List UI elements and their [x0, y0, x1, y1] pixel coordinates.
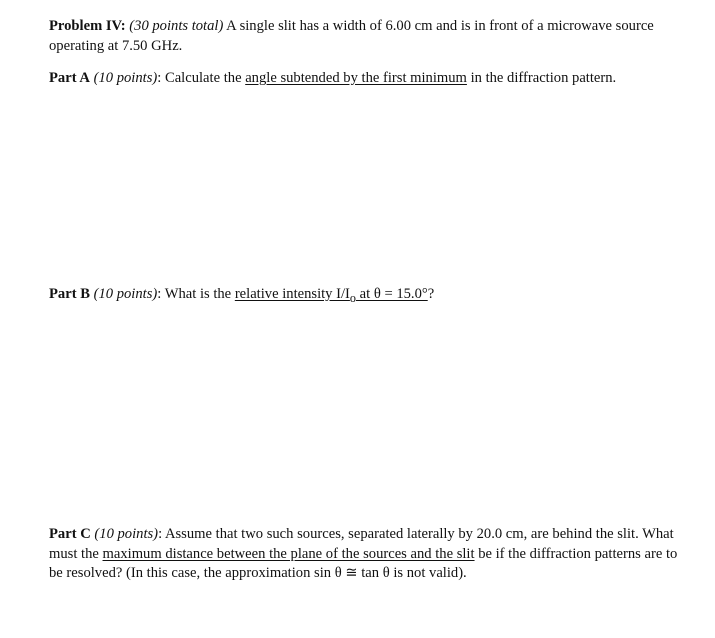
part-c-underlined: maximum distance between the plane of the sources and the slit	[102, 545, 475, 562]
part-a-label: Part A	[49, 70, 90, 86]
part-b-underlined	[234, 286, 428, 305]
problem-points: (30 points total)	[129, 18, 224, 34]
part-b-underlined-prefix: relative intensity I/I	[234, 286, 350, 302]
part-b-subscript: o	[349, 290, 356, 305]
part-b-text-after: ?	[427, 286, 435, 302]
problem-text: A single slit has a width of 6.00 cm and is in front of a microwave source operating at 7.50 GHz.	[49, 18, 654, 54]
part-a-points: (10 points)	[93, 70, 158, 86]
part-a-text-after: in the diffraction pattern.	[466, 70, 617, 86]
part-c-text-after: be if the diffraction patterns are to be resolved? (In this case, the approximation sin θ ≅ tan θ is not valid).	[49, 545, 678, 581]
part-b-points: (10 points)	[93, 286, 158, 302]
problem-label: Problem IV:	[49, 18, 126, 34]
part-a-colon: :	[157, 70, 162, 86]
part-b-question	[49, 285, 679, 308]
part-a-underlined: angle subtended by the first minimum	[245, 70, 467, 86]
part-c-text-before: Assume that two such sources, separated laterally by 20.0 cm, are behind the slit. What must the	[49, 526, 674, 562]
part-c-question	[49, 525, 679, 584]
part-c-points: (10 points)	[94, 526, 159, 542]
part-c-colon: :	[158, 526, 163, 542]
part-c-label: Part C	[49, 526, 91, 542]
part-b-label: Part B	[49, 286, 90, 302]
part-b-underlined-suffix: at θ = 15.0°	[355, 286, 428, 302]
part-b-text-before: What is the	[161, 286, 235, 302]
problem-statement	[49, 17, 679, 56]
part-a-question	[49, 69, 679, 89]
part-a-text-before: Calculate the	[161, 70, 246, 86]
part-b-colon: :	[157, 286, 162, 302]
